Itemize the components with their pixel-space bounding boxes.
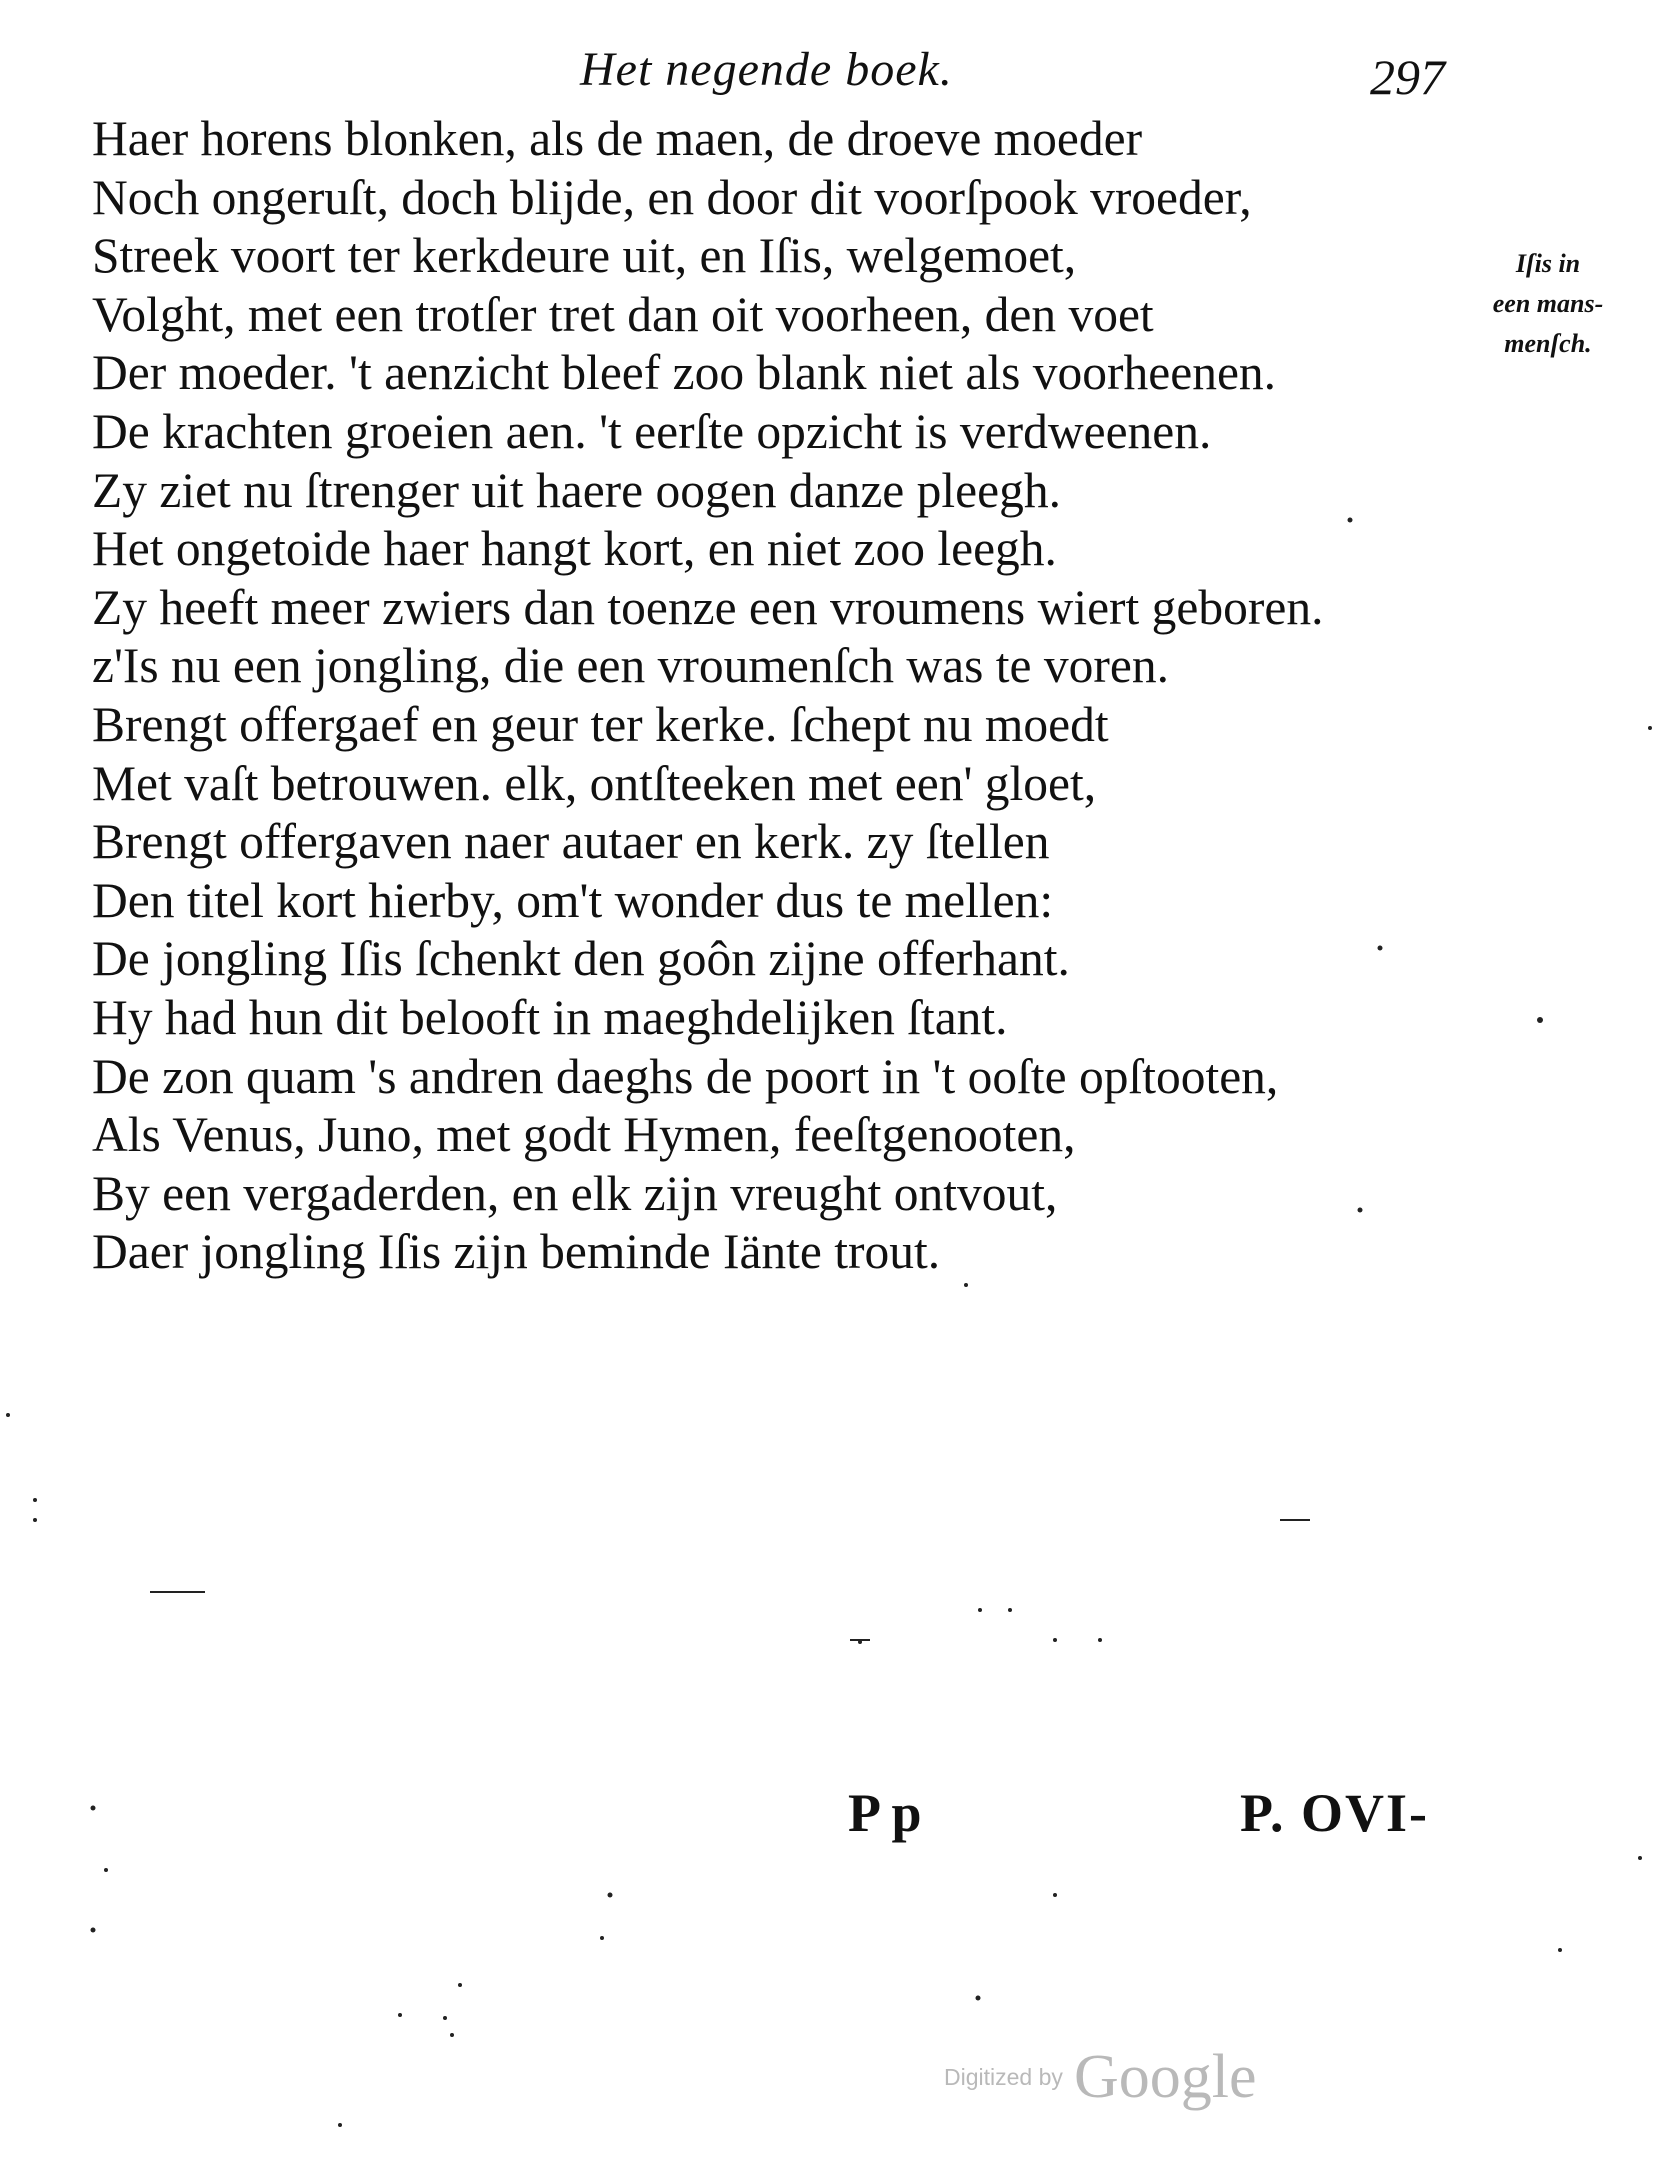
poem-line: Hy had hun dit belooft in maeghdelijken ſtant. <box>92 989 1008 1045</box>
poem-line: Noch ongeruſt, doch blijde, en door dit voorſpook vroeder, <box>92 169 1252 225</box>
page-number: 297 <box>1370 49 1445 105</box>
poem-line: z'Is nu een jongling, die een vroumenſch was te voren. <box>92 638 1169 694</box>
poem-line: By een vergaderden, en elk zijn vreught ontvout, <box>92 1165 1058 1221</box>
poem-line: Den titel kort hierby, om't wonder dus te mellen: <box>92 872 1054 928</box>
poem-line: Der moeder. 't aenzicht bleef zoo blank niet als voorheenen. <box>92 345 1277 401</box>
poem-line: Met vaſt betrouwen. elk, ontſteeken met een' gloet, <box>92 755 1097 811</box>
poem-line: Het ongetoide haer hangt kort, en niet zoo leegh. <box>92 521 1057 577</box>
poem-line: Daer jongling Iſis zijn beminde Iänte trout. <box>92 1224 941 1280</box>
poem-line: Volght, met een trotſer tret dan oit voorheen, den voet <box>92 286 1154 342</box>
poem-line: De zon quam 's andren daeghs de poort in 't ooſte opſtooten, <box>92 1048 1279 1104</box>
poem-line: Haer horens blonken, als de maen, de droeve moeder <box>92 111 1143 166</box>
poem-line: Brengt offergaven naer autaer en kerk. zy ſtellen <box>92 814 1050 870</box>
poem-text <box>92 110 1492 1282</box>
poem-line: Streek voort ter kerkdeure uit, en Iſis, welgemoet, <box>92 228 1077 284</box>
marginal-note-line: Iſis in <box>1515 249 1581 278</box>
marginal-note-line: een mans- <box>1492 289 1604 318</box>
google-wordmark: Google <box>1073 2043 1257 2111</box>
marginal-note-line: menſch. <box>1504 329 1592 358</box>
poem-line: Zy ziet nu ſtrenger uit haere oogen danze pleegh. <box>92 462 1061 518</box>
poem-line: Brengt offergaef en geur ter kerke. ſchept nu moedt <box>92 696 1109 752</box>
poem-line: De jongling Iſis ſchenkt den goôn zijne offerhant. <box>92 931 1070 987</box>
poem-line: Als Venus, Juno, met godt Hymen, feeſtgenooten, <box>92 1107 1076 1163</box>
watermark-prefix: Digitized by <box>944 2064 1063 2090</box>
poem-line: Zy heeft meer zwiers dan toenze een vroumens wiert geboren. <box>92 579 1324 635</box>
running-head: Het negende boek. <box>580 43 953 96</box>
digitized-by-watermark <box>944 2042 1257 2113</box>
marginal-note <box>1478 244 1618 364</box>
poem-line: De krachten groeien aen. 't eerſte opzicht is verdweenen. <box>92 403 1212 459</box>
signature-mark: P p <box>848 1783 922 1843</box>
catchword: P. OVI- <box>1240 1783 1430 1843</box>
